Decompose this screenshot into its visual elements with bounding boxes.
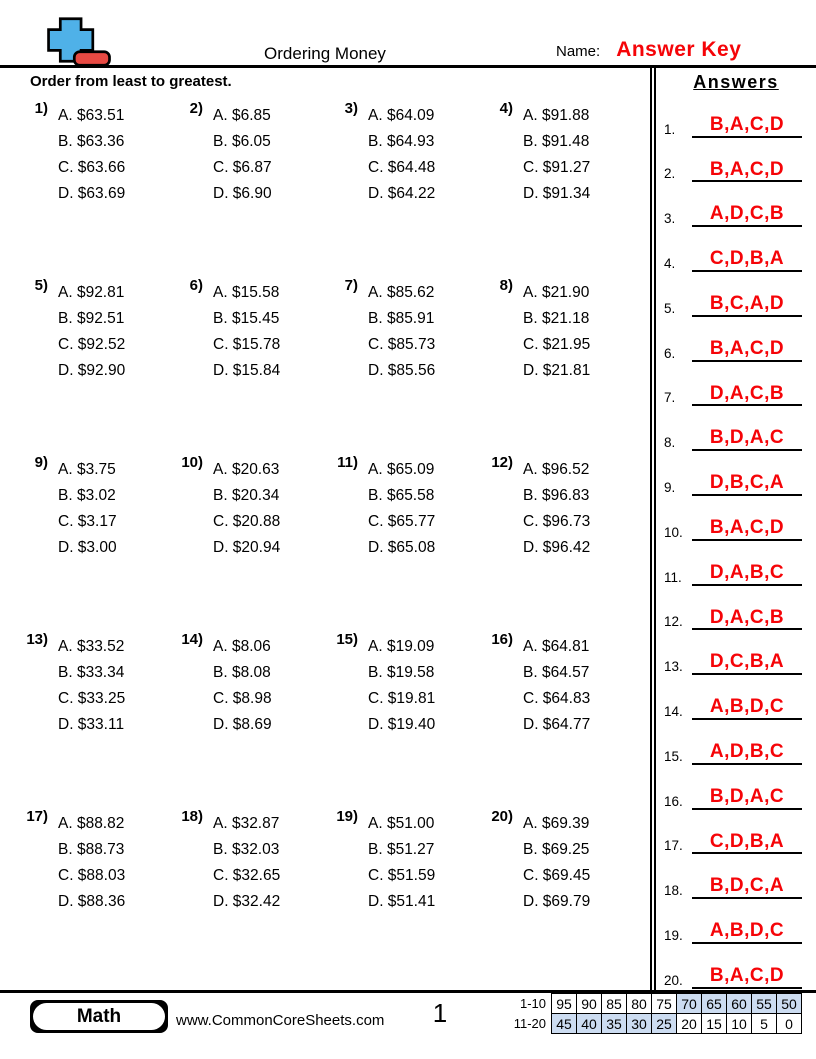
answer-value: B,A,C,D xyxy=(709,516,785,538)
answer-row xyxy=(656,675,816,720)
option-line: A. $51.00 xyxy=(368,815,435,832)
problem-cell xyxy=(181,454,340,561)
answer-row xyxy=(656,272,816,317)
score-cell: 65 xyxy=(702,994,727,1014)
answer-value: D,C,B,A xyxy=(709,651,785,673)
problem-cell xyxy=(491,631,650,738)
answer-row xyxy=(656,227,816,272)
option-line: A. $63.51 xyxy=(58,107,125,124)
answer-row xyxy=(656,496,816,541)
problem-number: 4) xyxy=(499,100,513,117)
problem-cell xyxy=(185,277,340,384)
problem-options xyxy=(213,103,340,207)
answer-row xyxy=(656,182,816,227)
option-line: A. $91.88 xyxy=(523,107,590,124)
problem-number: 2) xyxy=(189,100,203,117)
option-line: A. $88.82 xyxy=(58,815,125,832)
option-line: A. $3.75 xyxy=(58,461,116,478)
option-line: D. $15.84 xyxy=(213,362,281,379)
answers-column xyxy=(650,68,816,990)
site-url: www.CommonCoreSheets.com xyxy=(176,1012,385,1029)
problem-number: 8) xyxy=(499,277,513,294)
score-range-label: 1-10 xyxy=(519,996,546,1011)
option-line: D. $19.40 xyxy=(368,716,436,733)
problem-cell xyxy=(340,277,495,384)
problem-options xyxy=(58,457,185,561)
score-cell: 80 xyxy=(627,994,652,1014)
answer-row xyxy=(656,854,816,899)
option-line: D. $3.00 xyxy=(58,539,117,556)
name-label: Name: xyxy=(556,43,601,60)
option-line: A. $64.81 xyxy=(523,638,590,655)
problem-number: 13) xyxy=(26,631,48,648)
problem-number: 9) xyxy=(34,454,48,471)
problem-options xyxy=(213,811,340,915)
problem-number: 18) xyxy=(181,808,203,825)
option-line: D. $21.81 xyxy=(523,362,591,379)
answer-number: 14. xyxy=(664,703,683,719)
answers-list xyxy=(656,93,816,989)
answer-number: 15. xyxy=(664,748,683,764)
option-line: B. $69.25 xyxy=(523,841,590,858)
answer-row xyxy=(656,362,816,407)
option-line: A. $15.58 xyxy=(213,284,280,301)
score-row xyxy=(504,1014,802,1034)
answer-value: D,B,C,A xyxy=(709,472,785,494)
answer-value: A,B,D,C xyxy=(709,696,785,718)
answer-row xyxy=(656,586,816,631)
problem-number: 16) xyxy=(491,631,513,648)
problem-options xyxy=(58,103,185,207)
option-line: B. $88.73 xyxy=(58,841,125,858)
problem-number: 10) xyxy=(181,454,203,471)
answer-underline xyxy=(692,920,802,944)
answer-underline xyxy=(692,562,802,586)
problem-number: 20) xyxy=(491,808,513,825)
answer-underline xyxy=(692,786,802,810)
problem-options xyxy=(58,811,185,915)
main-area xyxy=(0,68,816,990)
problem-cell xyxy=(495,100,650,207)
option-line: B. $85.91 xyxy=(368,310,435,327)
problem-options xyxy=(368,457,495,561)
answer-value: C,D,B,A xyxy=(709,830,785,852)
option-line: D. $92.90 xyxy=(58,362,126,379)
option-line: C. $3.17 xyxy=(58,513,117,530)
problem-cell xyxy=(26,631,185,738)
score-cell: 75 xyxy=(652,994,677,1014)
option-line: A. $20.63 xyxy=(213,461,280,478)
footer xyxy=(0,990,816,1059)
option-line: B. $15.45 xyxy=(213,310,280,327)
option-line: D. $91.34 xyxy=(523,185,591,202)
answer-underline xyxy=(692,472,802,496)
math-badge-label: Math xyxy=(33,1003,165,1030)
instruction-text: Order from least to greatest. xyxy=(30,73,232,90)
option-line: B. $32.03 xyxy=(213,841,280,858)
answer-value: D,A,C,B xyxy=(709,382,785,404)
problem-cell xyxy=(30,277,185,384)
page-title: Ordering Money xyxy=(264,44,386,63)
answer-number: 1. xyxy=(664,121,676,137)
problem-options xyxy=(213,280,340,384)
answer-value: B,D,A,C xyxy=(709,427,785,449)
score-cell: 10 xyxy=(727,1014,752,1034)
option-line: B. $63.36 xyxy=(58,133,125,150)
answer-number: 8. xyxy=(664,435,676,451)
option-line: B. $64.93 xyxy=(368,133,435,150)
answer-value: C,D,B,A xyxy=(709,248,785,270)
option-line: C. $85.73 xyxy=(368,336,436,353)
option-line: A. $21.90 xyxy=(523,284,590,301)
answer-number: 4. xyxy=(664,255,676,271)
option-line: A. $92.81 xyxy=(58,284,125,301)
problem-number: 14) xyxy=(181,631,203,648)
option-line: C. $69.45 xyxy=(523,867,591,884)
option-line: C. $88.03 xyxy=(58,867,126,884)
answer-row xyxy=(656,899,816,944)
problem-number: 1) xyxy=(34,100,48,117)
problem-cell xyxy=(181,808,340,915)
problem-cell xyxy=(337,454,495,561)
option-line: B. $65.58 xyxy=(368,487,435,504)
option-line: D. $85.56 xyxy=(368,362,436,379)
problem-options xyxy=(58,280,185,384)
score-cell: 55 xyxy=(752,994,777,1014)
problem-cell xyxy=(495,277,650,384)
problem-cell xyxy=(491,454,650,561)
problem-options xyxy=(213,457,340,561)
answer-value: A,D,B,C xyxy=(709,740,785,762)
option-line: A. $33.52 xyxy=(58,638,125,655)
option-line: D. $6.90 xyxy=(213,185,272,202)
answer-number: 3. xyxy=(664,211,676,227)
score-cell: 70 xyxy=(677,994,702,1014)
answer-value: B,D,C,A xyxy=(709,875,785,897)
page-number: 1 xyxy=(432,998,448,1028)
answer-underline xyxy=(692,831,802,855)
answer-underline xyxy=(692,383,802,407)
problem-options xyxy=(368,280,495,384)
answer-number: 13. xyxy=(664,659,683,675)
option-line: C. $64.48 xyxy=(368,159,436,176)
option-line: B. $6.05 xyxy=(213,133,271,150)
option-line: A. $69.39 xyxy=(523,815,590,832)
score-range-label: 11-20 xyxy=(513,1016,546,1031)
problem-options xyxy=(523,103,650,207)
problem-cell xyxy=(340,100,495,207)
answer-row xyxy=(656,765,816,810)
problem-cell xyxy=(30,454,185,561)
answer-number: 7. xyxy=(664,390,676,406)
answer-underline xyxy=(692,965,802,989)
problem-options xyxy=(523,457,650,561)
option-line: A. $64.09 xyxy=(368,107,435,124)
option-line: C. $19.81 xyxy=(368,690,436,707)
score-cell: 60 xyxy=(727,994,752,1014)
option-line: C. $8.98 xyxy=(213,690,272,707)
answer-underline xyxy=(692,338,802,362)
option-line: D. $64.22 xyxy=(368,185,436,202)
answer-underline xyxy=(692,741,802,765)
problem-number: 6) xyxy=(189,277,203,294)
problem-options xyxy=(368,634,495,738)
option-line: B. $20.34 xyxy=(213,487,280,504)
answer-underline xyxy=(692,651,802,675)
score-cell: 40 xyxy=(577,1014,602,1034)
answer-number: 12. xyxy=(664,614,683,630)
option-line: A. $85.62 xyxy=(368,284,435,301)
score-cell: 95 xyxy=(552,994,577,1014)
answer-row xyxy=(656,406,816,451)
problem-options xyxy=(368,103,495,207)
answer-underline xyxy=(692,159,802,183)
answer-row xyxy=(656,720,816,765)
problem-number: 11) xyxy=(337,454,358,471)
problems-grid xyxy=(26,100,650,915)
answer-value: D,A,B,C xyxy=(709,561,785,583)
option-line: C. $33.25 xyxy=(58,690,126,707)
score-cell: 25 xyxy=(652,1014,677,1034)
score-cell: 5 xyxy=(752,1014,777,1034)
score-cell: 20 xyxy=(677,1014,702,1034)
problems-area xyxy=(0,68,650,990)
answer-value: B,A,C,D xyxy=(709,158,785,180)
option-line: C. $96.73 xyxy=(523,513,591,530)
answer-value: A,B,D,C xyxy=(709,920,785,942)
problem-options xyxy=(368,811,495,915)
option-line: C. $65.77 xyxy=(368,513,436,530)
problem-number: 19) xyxy=(336,808,358,825)
problem-number: 3) xyxy=(344,100,358,117)
answer-row xyxy=(656,317,816,362)
score-cell: 90 xyxy=(577,994,602,1014)
header xyxy=(0,0,816,68)
option-line: A. $32.87 xyxy=(213,815,280,832)
answer-row xyxy=(656,541,816,586)
answer-row xyxy=(656,810,816,855)
problem-number: 5) xyxy=(34,277,48,294)
problem-number: 17) xyxy=(26,808,48,825)
answer-number: 16. xyxy=(664,793,683,809)
answer-number: 2. xyxy=(664,166,676,182)
option-line: C. $63.66 xyxy=(58,159,126,176)
option-line: A. $96.52 xyxy=(523,461,590,478)
option-line: D. $20.94 xyxy=(213,539,281,556)
option-line: C. $51.59 xyxy=(368,867,436,884)
answer-underline xyxy=(692,875,802,899)
option-line: B. $92.51 xyxy=(58,310,125,327)
answer-value: B,C,A,D xyxy=(709,292,785,314)
answer-number: 19. xyxy=(664,927,683,943)
option-line: A. $8.06 xyxy=(213,638,271,655)
answer-value: D,A,C,B xyxy=(709,606,785,628)
option-line: C. $91.27 xyxy=(523,159,591,176)
score-row xyxy=(504,994,802,1014)
option-line: D. $8.69 xyxy=(213,716,272,733)
problem-options xyxy=(523,811,650,915)
answer-underline xyxy=(692,114,802,138)
option-line: A. $19.09 xyxy=(368,638,435,655)
option-line: D. $63.69 xyxy=(58,185,126,202)
option-line: D. $32.42 xyxy=(213,893,281,910)
option-line: C. $6.87 xyxy=(213,159,272,176)
math-badge xyxy=(30,1000,168,1033)
score-cell: 50 xyxy=(777,994,802,1014)
answer-number: 11. xyxy=(664,569,682,585)
answer-number: 10. xyxy=(664,524,683,540)
problem-options xyxy=(58,634,185,738)
score-cell: 30 xyxy=(627,1014,652,1034)
option-line: C. $64.83 xyxy=(523,690,591,707)
answer-value: B,A,C,D xyxy=(709,964,785,986)
answer-row xyxy=(656,451,816,496)
score-cell: 45 xyxy=(552,1014,577,1034)
option-line: B. $51.27 xyxy=(368,841,435,858)
option-line: C. $15.78 xyxy=(213,336,281,353)
option-line: B. $96.83 xyxy=(523,487,590,504)
problem-options xyxy=(213,634,340,738)
problem-cell xyxy=(336,631,495,738)
option-line: A. $6.85 xyxy=(213,107,271,124)
answer-underline xyxy=(692,696,802,720)
answer-row xyxy=(656,944,816,989)
answer-value: B,A,C,D xyxy=(709,113,785,135)
option-line: D. $88.36 xyxy=(58,893,126,910)
option-line: B. $8.08 xyxy=(213,664,271,681)
answer-row xyxy=(656,630,816,675)
problem-options xyxy=(523,634,650,738)
answer-number: 9. xyxy=(664,479,676,495)
answer-underline xyxy=(692,517,802,541)
option-line: B. $19.58 xyxy=(368,664,435,681)
score-table xyxy=(504,993,802,1034)
score-cell: 0 xyxy=(777,1014,802,1034)
answer-number: 5. xyxy=(664,300,676,316)
answer-underline xyxy=(692,248,802,272)
answer-number: 17. xyxy=(664,838,683,854)
answer-value: B,D,A,C xyxy=(709,785,785,807)
problem-cell xyxy=(491,808,650,915)
option-line: B. $33.34 xyxy=(58,664,125,681)
problem-number: 12) xyxy=(491,454,513,471)
option-line: B. $64.57 xyxy=(523,664,590,681)
problem-cell xyxy=(336,808,495,915)
problem-number: 15) xyxy=(336,631,358,648)
answer-underline xyxy=(692,293,802,317)
problem-number: 7) xyxy=(344,277,358,294)
option-line: C. $21.95 xyxy=(523,336,591,353)
option-line: D. $65.08 xyxy=(368,539,436,556)
score-cell: 35 xyxy=(602,1014,627,1034)
answer-value: B,A,C,D xyxy=(709,337,785,359)
problem-cell xyxy=(185,100,340,207)
answer-underline xyxy=(692,427,802,451)
name-row xyxy=(556,38,741,62)
option-line: D. $33.11 xyxy=(58,716,125,733)
answer-number: 20. xyxy=(664,972,683,988)
option-line: D. $51.41 xyxy=(368,893,436,910)
score-cell: 15 xyxy=(702,1014,727,1034)
answer-row xyxy=(656,93,816,138)
option-line: C. $92.52 xyxy=(58,336,126,353)
answer-underline xyxy=(692,203,802,227)
problem-cell xyxy=(30,100,185,207)
option-line: A. $65.09 xyxy=(368,461,435,478)
option-line: C. $20.88 xyxy=(213,513,281,530)
option-line: B. $91.48 xyxy=(523,133,590,150)
answer-underline xyxy=(692,607,802,631)
option-line: D. $69.79 xyxy=(523,893,591,910)
answer-number: 6. xyxy=(664,345,676,361)
problem-cell xyxy=(181,631,340,738)
answer-value: A,D,C,B xyxy=(709,203,785,225)
option-line: D. $96.42 xyxy=(523,539,591,556)
option-line: D. $64.77 xyxy=(523,716,591,733)
answer-number: 18. xyxy=(664,883,683,899)
problem-cell xyxy=(26,808,185,915)
answer-key-value: Answer Key xyxy=(616,38,742,61)
score-cell: 85 xyxy=(602,994,627,1014)
answers-heading: Answers xyxy=(693,72,779,92)
option-line: C. $32.65 xyxy=(213,867,281,884)
option-line: B. $3.02 xyxy=(58,487,116,504)
answer-row xyxy=(656,138,816,183)
problem-options xyxy=(523,280,650,384)
option-line: B. $21.18 xyxy=(523,310,590,327)
